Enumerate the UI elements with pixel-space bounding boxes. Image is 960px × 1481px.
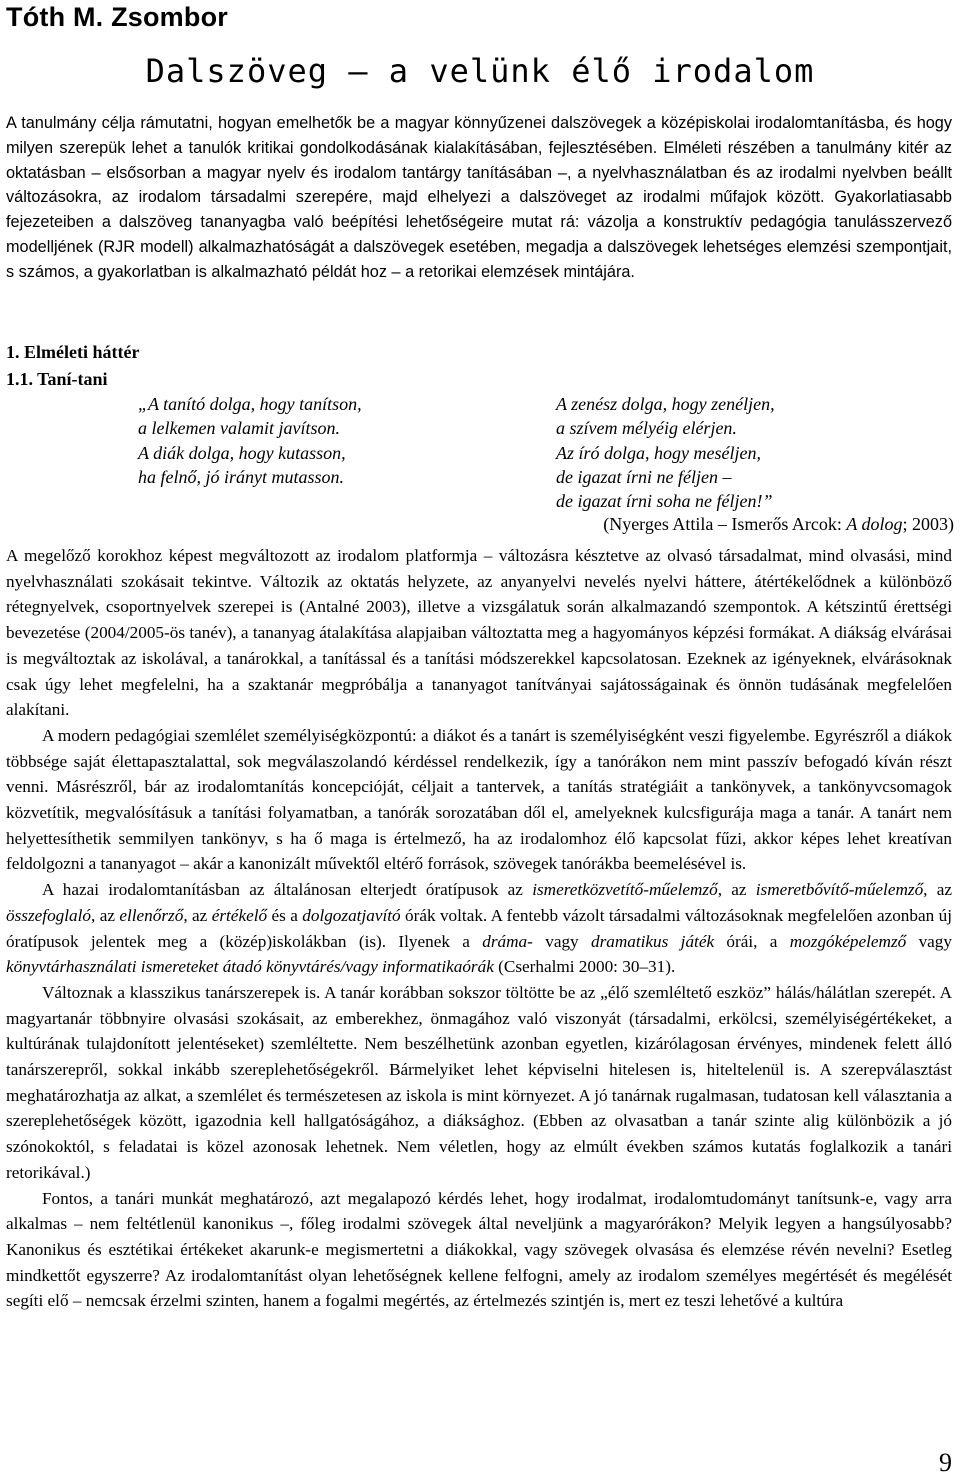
text-run: vagy (906, 931, 952, 951)
paragraph (6, 877, 952, 980)
text-run: órák voltak. A fentebb vázolt társadalmi változásoknak megfelelően azonban új óratípusok jelentek meg a (közép)iskolákban (is). Ilyenek a (6, 905, 952, 951)
text-run: , az (183, 905, 212, 925)
paragraph: A modern pedagógiai szemlélet személyiségközpontú: a diákot és a tanárt is személyiségként veszi figyelembe. Egyrészről a diákok többsége saját élettapasztalattal, sok megválaszolandó kérdéssel rendelkezik, így a tanórákon nem mint passzív befogadó kíván részt venni. Másrészről, bár az irodalomtanítás koncepcióját, céljait a tantervek, a tanítás stratégiáit a tankönyvek, a tankönyvcsomagok közvetítik, megvalósításuk a tanítási folyamatban, a tanórák sorozatában dől el, amelyeknek kulcsfigurája maga a tanár. A tanárt nem helyettesíthetik semmilyen tankönyv, s ha ő maga is értelmező, ha az irodalomhoz élő kapcsolat fűzi, akkor képes lehet kreatívan feldolgozni a tananyagot – akár a kanonizált művektől eltérő források, szövegek tanórákba beemelésével is. (6, 725, 952, 874)
text-run: (Cserhalmi 2000: 30–31). (493, 957, 676, 977)
poem-line: a lelkemen valamit javítson. (138, 418, 340, 439)
body-text (6, 543, 952, 1314)
emphasis: mozgóképelemző (789, 931, 907, 951)
article-title: Dalszöveg – a velünk élő irodalom (145, 52, 815, 90)
text-run: órái, a (714, 931, 790, 951)
page-number: 9 (939, 1448, 952, 1477)
text-run: , az (923, 880, 952, 900)
poem-line: a szívem mélyéig elérjen. (556, 418, 737, 439)
emphasis: értékelő (211, 905, 268, 925)
poem-line: „A tanító dolga, hogy tanítson, (138, 394, 362, 414)
text-run: vagy (532, 931, 591, 951)
section-heading: 1. Elméleti háttér (6, 342, 140, 362)
emphasis: ellenőrző (119, 905, 184, 925)
paragraph: A megelőző korokhoz képest megváltozott az irodalom platformja – változásra késztetve az olvasó társadalmat, mind olvasási, mind nyelvhasználati szokásait tekintve. Változik az oktatás helyzete, az anyanyelvi nevelés nyelvi háttere, átértékelődnek a különböző rétegnyelvek, csoportnyelvek szerepei is (Antalné 2003), illetve a vizsgálatuk során alkalmazandó szempontok. A kétszintű érettségi bevezetése (2004/2005-ös tanév), a tananyag átalakítása alapjaiban változtatta meg a hagyományos képzési formákat. A diákság elvárásai is megváltoztak az iskolával, a tanárokkal, a tanítással és a tanítási módszerekkel kapcsolatosan. Ezeknek az igényeknek, elvárásoknak csak úgy lehet megfelelni, ha a szaktanár megpróbálja a tananyagot tanítványai sajátosságainak és önnön tudásának megfelelően alakítani. (6, 546, 952, 720)
text-run: és a (267, 905, 303, 925)
emphasis: dramatikus játék (590, 931, 715, 951)
poem-line: A diák dolga, hogy kutasson, (138, 442, 346, 463)
citation-title: A dolog (846, 514, 903, 534)
poem-right-stanza (556, 392, 775, 513)
author-name: Tóth M. Zsombor (6, 2, 228, 32)
emphasis: ismeretközvetítő-műelemző (532, 880, 718, 900)
subsection-heading: 1.1. Taní-tani (6, 369, 108, 389)
poem-left-stanza (138, 392, 362, 489)
text-run: , az (717, 880, 756, 900)
poem-line: A zenész dolga, hogy zenéljen, (556, 394, 775, 414)
emphasis: dráma- (482, 931, 533, 951)
poem-line: de igazat írni soha ne féljen!” (556, 491, 773, 512)
abstract (6, 111, 952, 285)
poem-line: de igazat írni ne féljen – (556, 466, 732, 487)
poem-citation (603, 514, 954, 535)
emphasis: dolgozatjavító (302, 905, 401, 925)
citation-prefix: (Nyerges Attila – Ismerős Arcok: (603, 514, 847, 534)
emphasis: összefoglaló (6, 905, 91, 925)
text-run: , az (91, 905, 120, 925)
poem-line: Az író dolga, hogy meséljen, (556, 442, 761, 463)
emphasis: könyvtárhasználati ismereteket átadó könyvtárés/vagy informatikaórák (6, 957, 494, 977)
citation-suffix: ; 2003) (902, 514, 954, 534)
paragraph: Fontos, a tanári munkát meghatározó, azt megalapozó kérdés lehet, hogy irodalmat, irodalomtudományt tanítsunk-e, vagy arra alkalmas – nem feltétlenül kanonikus –, főleg irodalmi szövegek által neveljünk a magyarórákon? Melyik legyen a hangsúlyosabb? Kanonikus és esztétikai értékeket akarunk-e megismertetni a diákokkal, vagy szövegek olvasása és elemzése révén nevelni? Esetleg mindkettőt egyszerre? Az irodalomtanítást olyan lehetőségnek kellene felfogni, amely az irodalom személyes megértését és megélését segíti elő – nemcsak érzelmi szinten, hanem a fogalmi megértés, az értelmezés szintjén is, mert ez teszi lehetővé a kultúra (6, 1188, 952, 1311)
text-run: A hazai irodalomtanításban az általánosan elterjedt óratípusok az (42, 880, 533, 900)
abstract-text: A tanulmány célja rámutatni, hogyan emelhetők be a magyar könnyűzenei dalszövegek a középiskolai irodalomtanításba, és hogy milyen szerepük lehet a tanulók kritikai gondolkodásának kialakításában, fejlesztésében. Elméleti részében a tanulmány kitér az oktatásban – elsősorban a magyar nyelv és irodalom tantárgy tanításában –, a nyelvhasználatban és az irodalmi nyelvben beállt változásokra, az irodalom társadalmi szerepére, majd elhelyezi a dalszöveget az irodalmi műfajok között. Gyakorlatiasabb fejezeteiben a dalszöveg tananyagba való beépítési lehetőségeire mutat rá: vázolja a konstruktív pedagógia tanulásszervező modelljének (RJR modell) alkalmazhatóságát a dalszövegek esetében, megadja a dalszövegek lehetséges elemzési szempontjait, s számos, a gyakorlatban is alkalmazható példát hoz – a retorikai elemzések mintájára. (6, 114, 952, 281)
paragraph: Változnak a klasszikus tanárszerepek is. A tanár korábban sokszor töltötte be az „élő szemléltető eszköz” hálás/hálátlan szerepét. A magyartanár többnyire olvasási szokásait, az emberekhez, önmagához való viszonyát (társadalmi, erkölcsi, személyiségértékeket, a kultúrának tulajdonított jelentéseket) szemléltette. Nem beszélhetünk azonban egyetlen, kizárólagosan érvényes, mindenek felett álló tanárszerepről, sokkal inkább szereplehetőségekről. Bármelyiket lehet képviselni hitelesen is, hiteltelenül is. A szerepválasztást meghatározhatja az alkat, a szemlélet és természetesen az iskola is mint környezet. A jó tanárnak rugalmasan, tudatosan kell választania a szereplehetőségek között, igazodnia kell hallgatóságához, a diáksághoz. (Ebben az olvasatban a tanár szinte alig különbözik a jó szónokoktól, s feladatai is közel azonosak lehetnek. Nem véletlen, hogy az elmúlt években számos kutatás foglalkozik a tanári retorikával.) (6, 982, 952, 1182)
poem-line: ha felnő, jó irányt mutasson. (138, 466, 344, 487)
emphasis: ismeretbővítő-műelemző (755, 880, 924, 900)
